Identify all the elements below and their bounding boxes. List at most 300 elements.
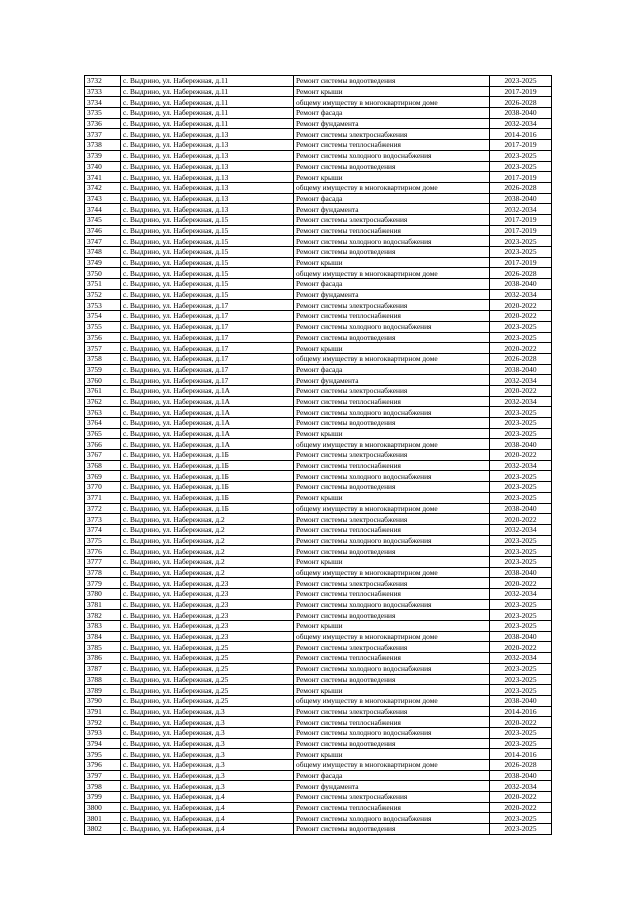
work-type-cell: общему имуществу в многоквартирном доме <box>294 760 490 771</box>
period-cell: 2023-2025 <box>490 556 552 567</box>
table-row <box>85 642 552 653</box>
row-number-cell: 3759 <box>85 364 121 375</box>
table-row <box>85 524 552 535</box>
row-number-cell: 3776 <box>85 546 121 557</box>
period-cell: 2038-2040 <box>490 364 552 375</box>
work-type-cell: Ремонт системы электроснабжения <box>294 706 490 717</box>
row-number-cell: 3733 <box>85 86 121 97</box>
period-cell: 2023-2025 <box>490 471 552 482</box>
address-cell: с. Выдрино, ул. Набережная, д.25 <box>121 642 294 653</box>
table-row <box>85 599 552 610</box>
address-cell: с. Выдрино, ул. Набережная, д.4 <box>121 802 294 813</box>
row-number-cell: 3787 <box>85 663 121 674</box>
table-row <box>85 535 552 546</box>
address-cell: с. Выдрино, ул. Набережная, д.15 <box>121 214 294 225</box>
address-cell: с. Выдрино, ул. Набережная, д.11 <box>121 118 294 129</box>
table-row <box>85 418 552 429</box>
row-number-cell: 3763 <box>85 407 121 418</box>
row-number-cell: 3754 <box>85 311 121 322</box>
address-cell: с. Выдрино, ул. Набережная, д.2 <box>121 556 294 567</box>
table-row <box>85 610 552 621</box>
row-number-cell: 3788 <box>85 674 121 685</box>
address-cell: с. Выдрино, ул. Набережная, д.2 <box>121 567 294 578</box>
period-cell: 2023-2025 <box>490 492 552 503</box>
table-row <box>85 706 552 717</box>
period-cell: 2020-2022 <box>490 311 552 322</box>
address-cell: с. Выдрино, ул. Набережная, д.3 <box>121 706 294 717</box>
address-cell: с. Выдрино, ул. Набережная, д.2 <box>121 514 294 525</box>
address-cell: с. Выдрино, ул. Набережная, д.17 <box>121 332 294 343</box>
table-body <box>85 76 552 835</box>
row-number-cell: 3762 <box>85 396 121 407</box>
row-number-cell: 3771 <box>85 492 121 503</box>
row-number-cell: 3801 <box>85 813 121 824</box>
work-type-cell: Ремонт системы водоотведения <box>294 738 490 749</box>
work-type-cell: Ремонт системы теплоснабжения <box>294 589 490 600</box>
address-cell: с. Выдрино, ул. Набережная, д.3 <box>121 770 294 781</box>
table-row <box>85 268 552 279</box>
work-type-cell: Ремонт системы холодного водоснабжения <box>294 321 490 332</box>
work-type-cell: Ремонт крыши <box>294 556 490 567</box>
work-type-cell: Ремонт системы электроснабжения <box>294 385 490 396</box>
period-cell: 2032-2034 <box>490 375 552 386</box>
address-cell: с. Выдрино, ул. Набережная, д.23 <box>121 599 294 610</box>
work-type-cell: Ремонт системы электроснабжения <box>294 792 490 803</box>
table-row <box>85 236 552 247</box>
address-cell: с. Выдрино, ул. Набережная, д.15 <box>121 289 294 300</box>
row-number-cell: 3739 <box>85 150 121 161</box>
work-type-cell: Ремонт системы холодного водоснабжения <box>294 727 490 738</box>
period-cell: 2023-2025 <box>490 321 552 332</box>
table-row <box>85 685 552 696</box>
row-number-cell: 3798 <box>85 781 121 792</box>
period-cell: 2026-2028 <box>490 182 552 193</box>
address-cell: с. Выдрино, ул. Набережная, д.25 <box>121 653 294 664</box>
row-number-cell: 3785 <box>85 642 121 653</box>
work-type-cell: Ремонт крыши <box>294 172 490 183</box>
work-type-cell: общему имуществу в многоквартирном доме <box>294 439 490 450</box>
table-row <box>85 76 552 87</box>
row-number-cell: 3734 <box>85 97 121 108</box>
table-row <box>85 514 552 525</box>
row-number-cell: 3742 <box>85 182 121 193</box>
address-cell: с. Выдрино, ул. Набережная, д.1А <box>121 439 294 450</box>
row-number-cell: 3775 <box>85 535 121 546</box>
address-cell: с. Выдрино, ул. Набережная, д.17 <box>121 300 294 311</box>
row-number-cell: 3765 <box>85 428 121 439</box>
address-cell: с. Выдрино, ул. Набережная, д.25 <box>121 685 294 696</box>
table-row <box>85 300 552 311</box>
row-number-cell: 3779 <box>85 578 121 589</box>
address-cell: с. Выдрино, ул. Набережная, д.2 <box>121 546 294 557</box>
work-type-cell: Ремонт системы теплоснабжения <box>294 802 490 813</box>
address-cell: с. Выдрино, ул. Набережная, д.15 <box>121 247 294 258</box>
period-cell: 2026-2028 <box>490 760 552 771</box>
table-row <box>85 108 552 119</box>
table-row <box>85 343 552 354</box>
period-cell: 2038-2040 <box>490 193 552 204</box>
work-type-cell: Ремонт фасада <box>294 193 490 204</box>
period-cell: 2032-2034 <box>490 589 552 600</box>
table-row <box>85 439 552 450</box>
row-number-cell: 3767 <box>85 450 121 461</box>
address-cell: с. Выдрино, ул. Набережная, д.17 <box>121 321 294 332</box>
address-cell: с. Выдрино, ул. Набережная, д.17 <box>121 311 294 322</box>
address-cell: с. Выдрино, ул. Набережная, д.1А <box>121 396 294 407</box>
table-row <box>85 385 552 396</box>
address-cell: с. Выдрино, ул. Набережная, д.13 <box>121 140 294 151</box>
row-number-cell: 3738 <box>85 140 121 151</box>
table-row <box>85 503 552 514</box>
row-number-cell: 3747 <box>85 236 121 247</box>
table-row <box>85 311 552 322</box>
work-type-cell: общему имуществу в многоквартирном доме <box>294 353 490 364</box>
period-cell: 2023-2025 <box>490 428 552 439</box>
work-type-cell: Ремонт крыши <box>294 428 490 439</box>
address-cell: с. Выдрино, ул. Набережная, д.1А <box>121 418 294 429</box>
row-number-cell: 3781 <box>85 599 121 610</box>
document-page <box>84 75 551 835</box>
row-number-cell: 3758 <box>85 353 121 364</box>
work-type-cell: Ремонт фасада <box>294 279 490 290</box>
row-number-cell: 3799 <box>85 792 121 803</box>
work-type-cell: Ремонт фасада <box>294 108 490 119</box>
address-cell: с. Выдрино, ул. Набережная, д.3 <box>121 727 294 738</box>
address-cell: с. Выдрино, ул. Набережная, д.1Б <box>121 492 294 503</box>
row-number-cell: 3736 <box>85 118 121 129</box>
row-number-cell: 3773 <box>85 514 121 525</box>
row-number-cell: 3789 <box>85 685 121 696</box>
address-cell: с. Выдрино, ул. Набережная, д.1А <box>121 385 294 396</box>
table-row <box>85 353 552 364</box>
row-number-cell: 3766 <box>85 439 121 450</box>
period-cell: 2020-2022 <box>490 450 552 461</box>
period-cell: 2038-2040 <box>490 108 552 119</box>
table-row <box>85 695 552 706</box>
work-type-cell: общему имуществу в многоквартирном доме <box>294 268 490 279</box>
period-cell: 2038-2040 <box>490 770 552 781</box>
work-type-cell: общему имуществу в многоквартирном доме <box>294 503 490 514</box>
table-row <box>85 546 552 557</box>
period-cell: 2023-2025 <box>490 150 552 161</box>
table-row <box>85 140 552 151</box>
work-type-cell: Ремонт системы холодного водоснабжения <box>294 407 490 418</box>
work-type-cell: Ремонт системы электроснабжения <box>294 514 490 525</box>
work-type-cell: Ремонт системы электроснабжения <box>294 450 490 461</box>
address-cell: с. Выдрино, ул. Набережная, д.23 <box>121 621 294 632</box>
address-cell: с. Выдрино, ул. Набережная, д.25 <box>121 695 294 706</box>
address-cell: с. Выдрино, ул. Набережная, д.2 <box>121 535 294 546</box>
address-cell: с. Выдрино, ул. Набережная, д.15 <box>121 236 294 247</box>
address-cell: с. Выдрино, ул. Набережная, д.17 <box>121 364 294 375</box>
table-row <box>85 631 552 642</box>
repair-schedule-table <box>84 75 552 835</box>
period-cell: 2023-2025 <box>490 482 552 493</box>
work-type-cell: Ремонт системы теплоснабжения <box>294 524 490 535</box>
table-row <box>85 204 552 215</box>
table-row <box>85 428 552 439</box>
address-cell: с. Выдрино, ул. Набережная, д.3 <box>121 717 294 728</box>
row-number-cell: 3800 <box>85 802 121 813</box>
period-cell: 2038-2040 <box>490 695 552 706</box>
work-type-cell: Ремонт системы водоотведения <box>294 247 490 258</box>
address-cell: с. Выдрино, ул. Набережная, д.3 <box>121 738 294 749</box>
work-type-cell: Ремонт системы холодного водоснабжения <box>294 663 490 674</box>
work-type-cell: Ремонт системы холодного водоснабжения <box>294 535 490 546</box>
work-type-cell: Ремонт системы водоотведения <box>294 824 490 835</box>
row-number-cell: 3760 <box>85 375 121 386</box>
address-cell: с. Выдрино, ул. Набережная, д.15 <box>121 268 294 279</box>
table-row <box>85 460 552 471</box>
table-row <box>85 289 552 300</box>
period-cell: 2023-2025 <box>490 813 552 824</box>
address-cell: с. Выдрино, ул. Набережная, д.13 <box>121 193 294 204</box>
period-cell: 2020-2022 <box>490 385 552 396</box>
work-type-cell: Ремонт системы электроснабжения <box>294 578 490 589</box>
address-cell: с. Выдрино, ул. Набережная, д.11 <box>121 97 294 108</box>
work-type-cell: Ремонт системы водоотведения <box>294 332 490 343</box>
address-cell: с. Выдрино, ул. Набережная, д.17 <box>121 343 294 354</box>
work-type-cell: Ремонт системы холодного водоснабжения <box>294 471 490 482</box>
row-number-cell: 3794 <box>85 738 121 749</box>
table-row <box>85 407 552 418</box>
work-type-cell: общему имуществу в многоквартирном доме <box>294 182 490 193</box>
address-cell: с. Выдрино, ул. Набережная, д.3 <box>121 781 294 792</box>
table-row <box>85 556 552 567</box>
work-type-cell: Ремонт системы холодного водоснабжения <box>294 813 490 824</box>
row-number-cell: 3784 <box>85 631 121 642</box>
work-type-cell: Ремонт фундамента <box>294 781 490 792</box>
period-cell: 2020-2022 <box>490 300 552 311</box>
period-cell: 2014-2016 <box>490 706 552 717</box>
address-cell: с. Выдрино, ул. Набережная, д.1Б <box>121 471 294 482</box>
period-cell: 2038-2040 <box>490 439 552 450</box>
table-row <box>85 279 552 290</box>
period-cell: 2026-2028 <box>490 97 552 108</box>
row-number-cell: 3732 <box>85 76 121 87</box>
work-type-cell: Ремонт системы теплоснабжения <box>294 225 490 236</box>
address-cell: с. Выдрино, ул. Набережная, д.15 <box>121 257 294 268</box>
work-type-cell: Ремонт фундамента <box>294 375 490 386</box>
address-cell: с. Выдрино, ул. Набережная, д.23 <box>121 589 294 600</box>
row-number-cell: 3751 <box>85 279 121 290</box>
period-cell: 2023-2025 <box>490 332 552 343</box>
work-type-cell: Ремонт крыши <box>294 492 490 503</box>
work-type-cell: Ремонт фасада <box>294 364 490 375</box>
work-type-cell: Ремонт системы теплоснабжения <box>294 311 490 322</box>
address-cell: с. Выдрино, ул. Набережная, д.25 <box>121 674 294 685</box>
address-cell: с. Выдрино, ул. Набережная, д.2 <box>121 524 294 535</box>
table-row <box>85 621 552 632</box>
table-row <box>85 727 552 738</box>
address-cell: с. Выдрино, ул. Набережная, д.1Б <box>121 482 294 493</box>
table-row <box>85 813 552 824</box>
work-type-cell: Ремонт крыши <box>294 749 490 760</box>
address-cell: с. Выдрино, ул. Набережная, д.1Б <box>121 450 294 461</box>
period-cell: 2020-2022 <box>490 717 552 728</box>
work-type-cell: Ремонт системы электроснабжения <box>294 642 490 653</box>
address-cell: с. Выдрино, ул. Набережная, д.3 <box>121 760 294 771</box>
work-type-cell: Ремонт системы водоотведения <box>294 76 490 87</box>
period-cell: 2014-2016 <box>490 749 552 760</box>
row-number-cell: 3757 <box>85 343 121 354</box>
row-number-cell: 3795 <box>85 749 121 760</box>
row-number-cell: 3755 <box>85 321 121 332</box>
period-cell: 2017-2019 <box>490 172 552 183</box>
period-cell: 2020-2022 <box>490 343 552 354</box>
table-row <box>85 781 552 792</box>
table-row <box>85 482 552 493</box>
address-cell: с. Выдрино, ул. Набережная, д.13 <box>121 150 294 161</box>
row-number-cell: 3761 <box>85 385 121 396</box>
period-cell: 2032-2034 <box>490 781 552 792</box>
address-cell: с. Выдрино, ул. Набережная, д.1Б <box>121 460 294 471</box>
row-number-cell: 3802 <box>85 824 121 835</box>
table-row <box>85 738 552 749</box>
table-row <box>85 663 552 674</box>
row-number-cell: 3746 <box>85 225 121 236</box>
period-cell: 2023-2025 <box>490 727 552 738</box>
row-number-cell: 3741 <box>85 172 121 183</box>
address-cell: с. Выдрино, ул. Набережная, д.4 <box>121 792 294 803</box>
row-number-cell: 3797 <box>85 770 121 781</box>
row-number-cell: 3790 <box>85 695 121 706</box>
period-cell: 2038-2040 <box>490 567 552 578</box>
address-cell: с. Выдрино, ул. Набережная, д.1А <box>121 428 294 439</box>
table-row <box>85 749 552 760</box>
table-row <box>85 257 552 268</box>
period-cell: 2023-2025 <box>490 546 552 557</box>
table-row <box>85 172 552 183</box>
row-number-cell: 3780 <box>85 589 121 600</box>
address-cell: с. Выдрино, ул. Набережная, д.15 <box>121 225 294 236</box>
row-number-cell: 3750 <box>85 268 121 279</box>
period-cell: 2023-2025 <box>490 674 552 685</box>
row-number-cell: 3769 <box>85 471 121 482</box>
table-row <box>85 182 552 193</box>
period-cell: 2038-2040 <box>490 503 552 514</box>
work-type-cell: Ремонт крыши <box>294 621 490 632</box>
row-number-cell: 3752 <box>85 289 121 300</box>
address-cell: с. Выдрино, ул. Набережная, д.13 <box>121 182 294 193</box>
table-row <box>85 118 552 129</box>
period-cell: 2023-2025 <box>490 738 552 749</box>
period-cell: 2032-2034 <box>490 653 552 664</box>
row-number-cell: 3743 <box>85 193 121 204</box>
work-type-cell: общему имуществу в многоквартирном доме <box>294 97 490 108</box>
period-cell: 2023-2025 <box>490 407 552 418</box>
period-cell: 2023-2025 <box>490 824 552 835</box>
work-type-cell: Ремонт системы водоотведения <box>294 546 490 557</box>
period-cell: 2017-2019 <box>490 86 552 97</box>
work-type-cell: Ремонт системы водоотведения <box>294 610 490 621</box>
period-cell: 2023-2025 <box>490 535 552 546</box>
period-cell: 2026-2028 <box>490 268 552 279</box>
work-type-cell: Ремонт системы теплоснабжения <box>294 653 490 664</box>
row-number-cell: 3764 <box>85 418 121 429</box>
table-row <box>85 396 552 407</box>
work-type-cell: Ремонт системы электроснабжения <box>294 129 490 140</box>
table-row <box>85 150 552 161</box>
period-cell: 2023-2025 <box>490 599 552 610</box>
work-type-cell: Ремонт системы теплоснабжения <box>294 460 490 471</box>
row-number-cell: 3796 <box>85 760 121 771</box>
period-cell: 2032-2034 <box>490 460 552 471</box>
period-cell: 2020-2022 <box>490 792 552 803</box>
row-number-cell: 3749 <box>85 257 121 268</box>
work-type-cell: Ремонт системы теплоснабжения <box>294 140 490 151</box>
table-row <box>85 578 552 589</box>
table-row <box>85 717 552 728</box>
table-row <box>85 193 552 204</box>
period-cell: 2026-2028 <box>490 353 552 364</box>
period-cell: 2020-2022 <box>490 514 552 525</box>
period-cell: 2020-2022 <box>490 802 552 813</box>
period-cell: 2023-2025 <box>490 418 552 429</box>
period-cell: 2023-2025 <box>490 685 552 696</box>
table-row <box>85 129 552 140</box>
period-cell: 2023-2025 <box>490 76 552 87</box>
work-type-cell: Ремонт крыши <box>294 685 490 696</box>
row-number-cell: 3793 <box>85 727 121 738</box>
period-cell: 2023-2025 <box>490 236 552 247</box>
work-type-cell: общему имуществу в многоквартирном доме <box>294 695 490 706</box>
address-cell: с. Выдрино, ул. Набережная, д.23 <box>121 610 294 621</box>
row-number-cell: 3737 <box>85 129 121 140</box>
work-type-cell: Ремонт системы водоотведения <box>294 482 490 493</box>
period-cell: 2038-2040 <box>490 279 552 290</box>
row-number-cell: 3786 <box>85 653 121 664</box>
row-number-cell: 3748 <box>85 247 121 258</box>
address-cell: с. Выдрино, ул. Набережная, д.17 <box>121 353 294 364</box>
period-cell: 2023-2025 <box>490 247 552 258</box>
work-type-cell: Ремонт крыши <box>294 257 490 268</box>
period-cell: 2017-2019 <box>490 225 552 236</box>
period-cell: 2020-2022 <box>490 642 552 653</box>
table-row <box>85 802 552 813</box>
address-cell: с. Выдрино, ул. Набережная, д.11 <box>121 76 294 87</box>
table-row <box>85 450 552 461</box>
row-number-cell: 3770 <box>85 482 121 493</box>
row-number-cell: 3777 <box>85 556 121 567</box>
work-type-cell: Ремонт крыши <box>294 86 490 97</box>
table-row <box>85 471 552 482</box>
row-number-cell: 3791 <box>85 706 121 717</box>
work-type-cell: Ремонт системы теплоснабжения <box>294 717 490 728</box>
row-number-cell: 3774 <box>85 524 121 535</box>
period-cell: 2032-2034 <box>490 524 552 535</box>
address-cell: с. Выдрино, ул. Набережная, д.11 <box>121 86 294 97</box>
period-cell: 2023-2025 <box>490 621 552 632</box>
table-row <box>85 247 552 258</box>
work-type-cell: Ремонт фундамента <box>294 118 490 129</box>
table-row <box>85 332 552 343</box>
period-cell: 2038-2040 <box>490 631 552 642</box>
table-row <box>85 86 552 97</box>
address-cell: с. Выдрино, ул. Набережная, д.4 <box>121 824 294 835</box>
address-cell: с. Выдрино, ул. Набережная, д.11 <box>121 108 294 119</box>
table-row <box>85 375 552 386</box>
address-cell: с. Выдрино, ул. Набережная, д.17 <box>121 375 294 386</box>
row-number-cell: 3740 <box>85 161 121 172</box>
table-row <box>85 760 552 771</box>
row-number-cell: 3756 <box>85 332 121 343</box>
table-row <box>85 792 552 803</box>
work-type-cell: Ремонт системы теплоснабжения <box>294 396 490 407</box>
work-type-cell: Ремонт системы водоотведения <box>294 418 490 429</box>
table-row <box>85 770 552 781</box>
period-cell: 2023-2025 <box>490 663 552 674</box>
